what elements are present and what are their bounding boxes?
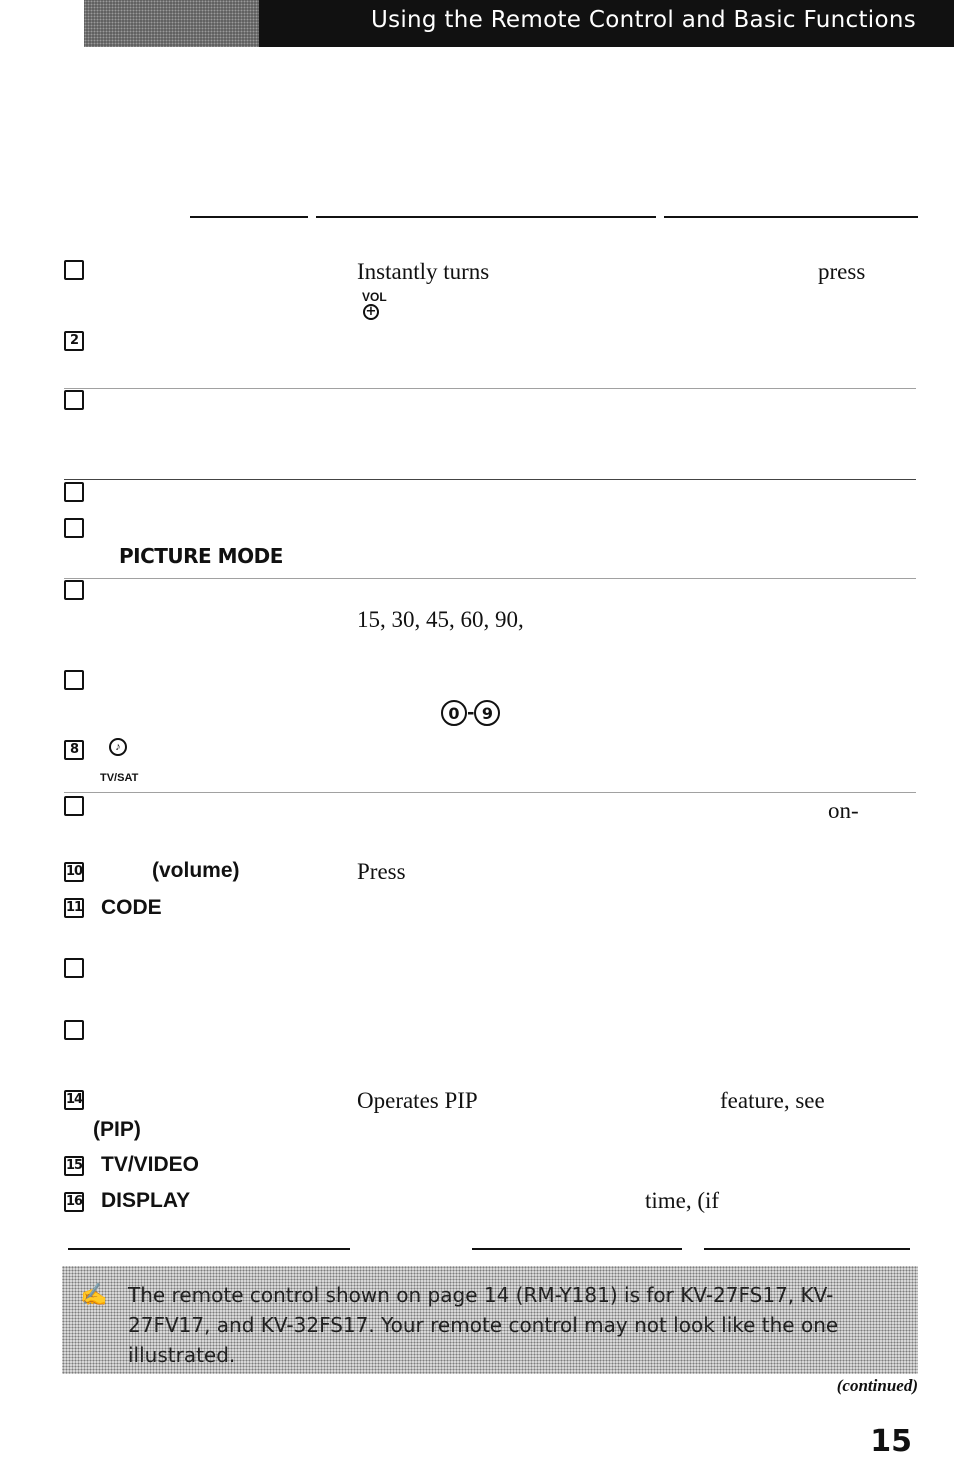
item-marker-16: 16 (64, 1192, 84, 1212)
note-text: The remote control shown on page 14 (RM-Y181) is for KV-27FS17, KV-27FV17, and KV-32FS17. Your remote control may not look like the one illustrated. (128, 1283, 839, 1367)
section-divider (64, 479, 916, 480)
row-divider (64, 388, 916, 389)
item-desc-10: Press (357, 859, 406, 884)
item-marker-15: 15 (64, 1156, 84, 1176)
item-marker-14: 14 (64, 1090, 84, 1110)
column-rule-3 (664, 216, 918, 218)
bottom-rule-1 (68, 1248, 350, 1250)
item-desc-6: 15, 30, 45, 60, 90, (357, 607, 524, 632)
item-label-code: CODE (101, 896, 162, 919)
item-desc-1: Instantly turns (357, 259, 490, 284)
item-marker-12 (64, 958, 84, 978)
vol-plus-icon: + (363, 304, 379, 320)
item-marker-6 (64, 580, 84, 600)
item-label-volume: (volume) (152, 859, 240, 882)
digit-buttons-icon: 0 - 9 (441, 700, 500, 726)
item-marker-9 (64, 796, 84, 816)
bottom-rule-2 (472, 1248, 682, 1250)
tvsat-power-icon: ♪ (109, 738, 127, 756)
column-rule-2 (316, 216, 656, 218)
continued-label: (continued) (836, 1376, 918, 1395)
item-marker-4 (64, 482, 84, 502)
row-divider (64, 792, 916, 793)
page-number: 15 (870, 1424, 912, 1459)
bottom-rule-3 (704, 1248, 910, 1250)
item-marker-2: 2 (64, 331, 84, 351)
item-marker-8: 8 (64, 740, 84, 760)
digit-nine-icon: 9 (474, 700, 500, 726)
item-marker-1 (64, 260, 84, 280)
digit-zero-icon: 0 (441, 700, 467, 726)
item-marker-5 (64, 518, 84, 538)
row-divider (64, 578, 916, 579)
item-label-display: DISPLAY (101, 1189, 191, 1212)
item-marker-10: 10 (64, 862, 84, 882)
item-marker-11: 11 (64, 898, 84, 918)
pencil-note-icon: ✍ (80, 1282, 108, 1307)
item-desc-1-right: press (818, 259, 866, 284)
vol-label: VOL (362, 290, 387, 304)
item-desc-16-right: time, (if (645, 1188, 720, 1213)
item-desc-14-right: feature, see (720, 1088, 825, 1113)
header-dither-block (84, 0, 259, 47)
item-label-picture-mode: PICTURE MODE (119, 544, 283, 568)
item-marker-13 (64, 1020, 84, 1040)
tvsat-label: TV/SAT (100, 772, 139, 784)
item-marker-7 (64, 670, 84, 690)
page-title: Using the Remote Control and Basic Functions (370, 7, 916, 33)
item-label-pip: (PIP) (93, 1118, 141, 1141)
item-desc-14: Operates PIP (357, 1088, 478, 1113)
item-marker-3 (64, 390, 84, 410)
item-desc-9-right: on- (828, 798, 859, 823)
item-label-tv-video: TV/VIDEO (101, 1153, 200, 1176)
column-rule-1 (190, 216, 308, 218)
